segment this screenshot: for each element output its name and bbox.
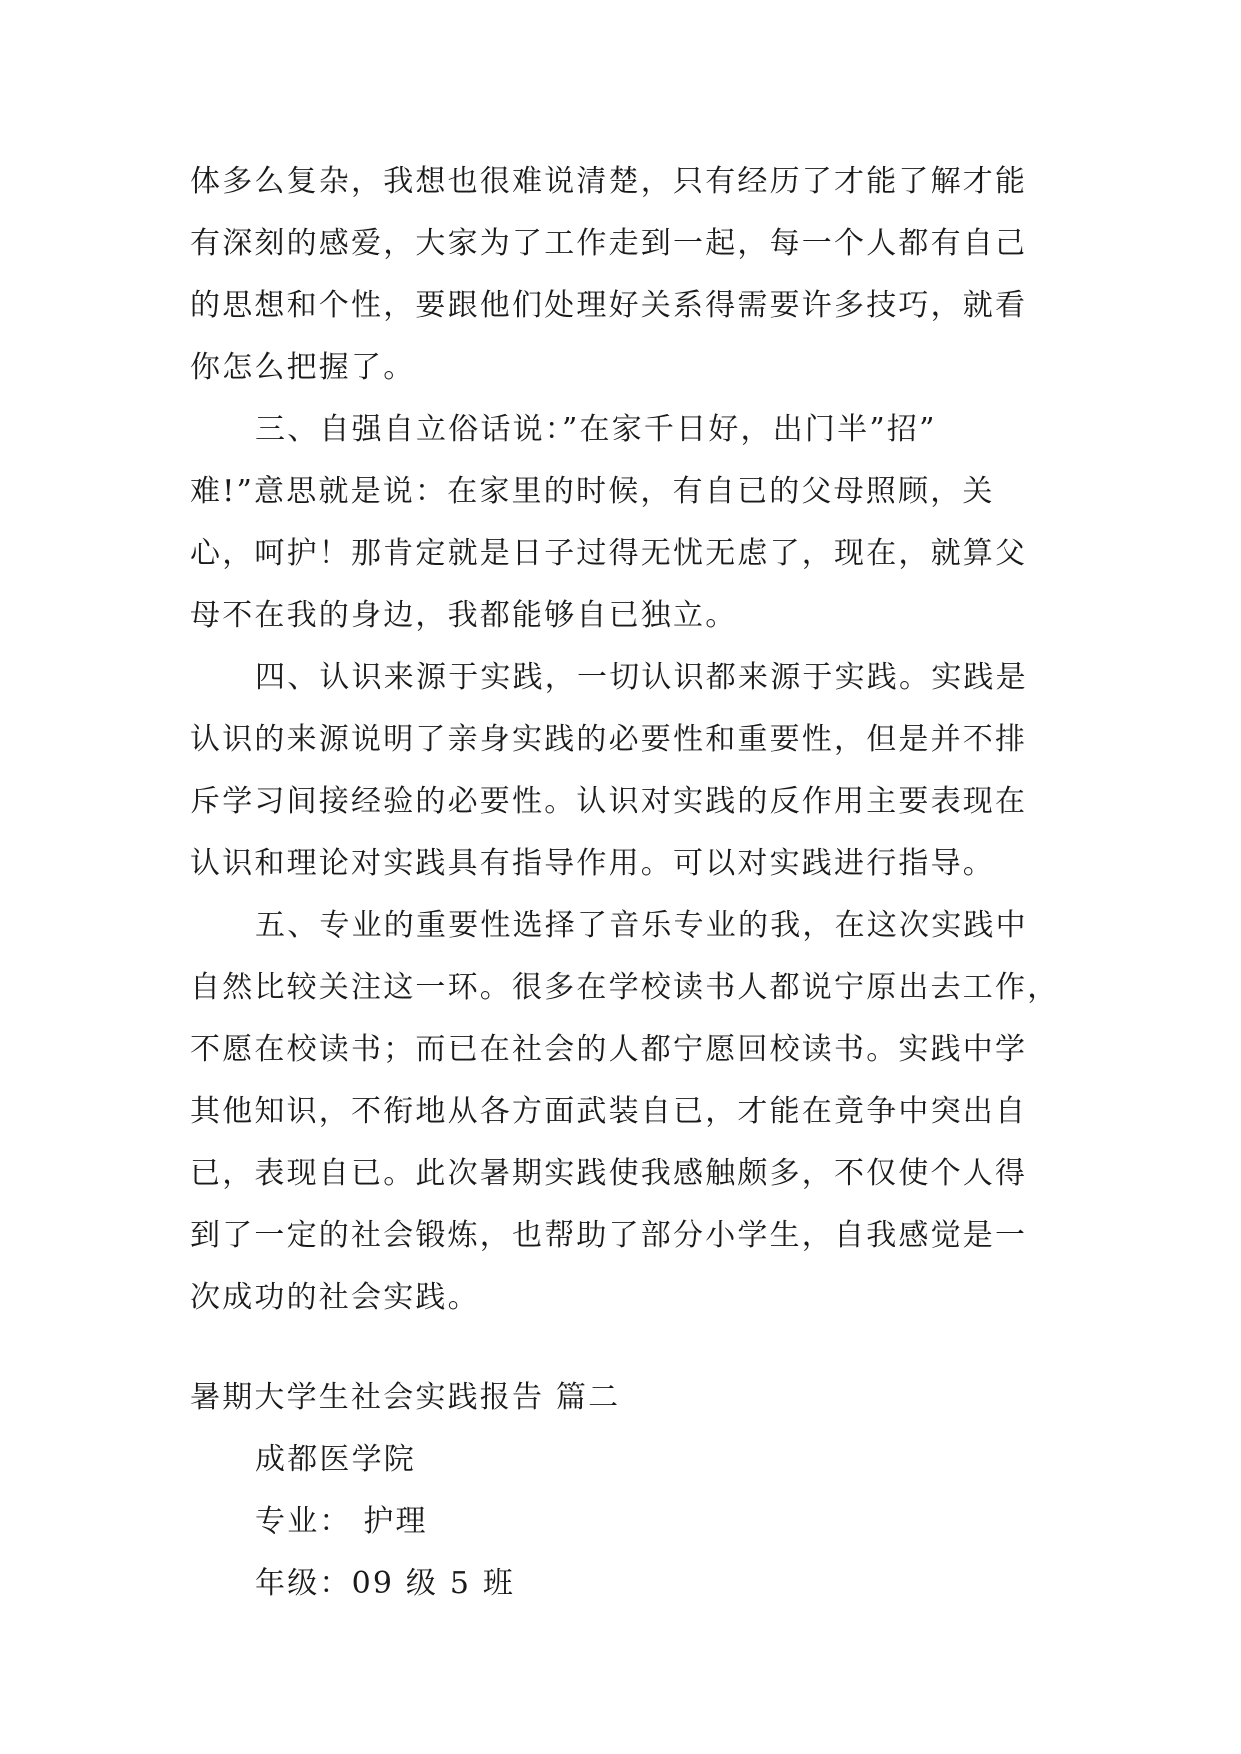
body-line: 斥学习间接经验的必要性。认识对实践的反作用主要表现在 [190, 784, 1028, 819]
body-line: 母不在我的身边，我都能够自已独立。 [190, 598, 738, 633]
body-line: 自然比较关注这一环。很多在学校读书人都说宁原出去工作， [190, 970, 1060, 1005]
body-line: 心，呵护！那肯定就是日子过得无忧无虑了，现在，就算父 [190, 536, 1028, 571]
body-line: 次成功的社会实践。 [190, 1280, 480, 1315]
body-line: 到了一定的社会锻炼，也帮助了部分小学生，自我感觉是一 [190, 1218, 1028, 1253]
paragraph-five-heading: 五、专业的重要性选择了音乐专业的我，在这次实践中 [255, 908, 1028, 943]
body-line: 其他知识，不衔地从各方面武装自已，才能在竟争中突出自 [190, 1094, 1028, 1129]
body-line: 认识和理论对实践具有指导作用。可以对实践进行指导。 [190, 846, 995, 881]
body-line: 难!”意思就是说：在家里的时候，有自已的父母照顾，关 [190, 474, 995, 509]
grade-field: 年级：09 级 5 班 [255, 1566, 516, 1601]
school-name: 成都医学院 [255, 1442, 416, 1477]
body-line: 体多么复杂，我想也很难说清楚，只有经历了才能了解才能 [190, 164, 1028, 199]
body-line: 不愿在校读书；而已在社会的人都宁愿回校读书。实践中学 [190, 1032, 1028, 1067]
body-line: 有深刻的感爱，大家为了工作走到一起，每一个人都有自己 [190, 226, 1028, 261]
paragraph-four-heading: 四、认识来源于实践，一切认识都来源于实践。实践是 [255, 660, 1028, 695]
body-line: 的思想和个性，要跟他们处理好关系得需要许多技巧，就看 [190, 288, 1028, 323]
section-title: 暑期大学生社会实践报告 篇二 [190, 1380, 621, 1415]
body-line: 认识的来源说明了亲身实践的必要性和重要性，但是并不排 [190, 722, 1028, 757]
body-line: 已，表现自已。此次暑期实践使我感触颇多，不仅使个人得 [190, 1156, 1028, 1191]
body-line: 你怎么把握了。 [190, 350, 416, 385]
paragraph-three-heading: 三、自强自立俗话说：”在家千日好，出门半”招” [255, 412, 937, 447]
major-field: 专业： 护理 [255, 1504, 428, 1539]
